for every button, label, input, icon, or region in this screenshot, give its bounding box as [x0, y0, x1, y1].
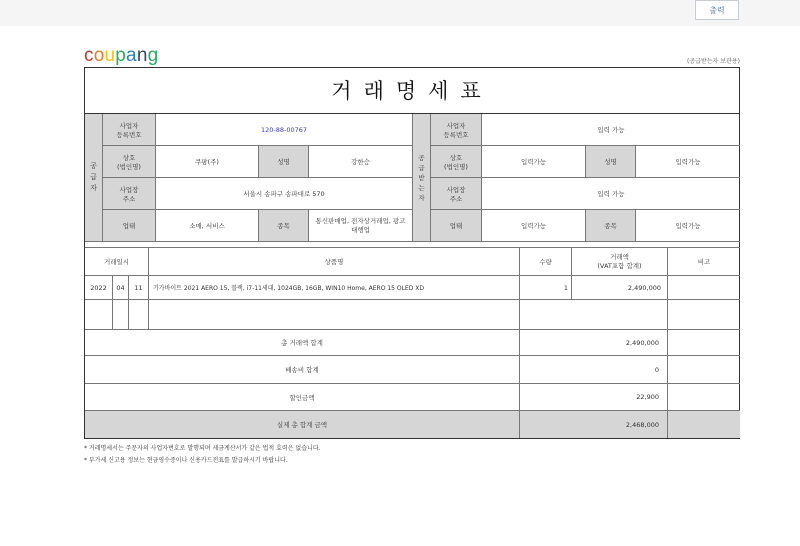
item-year: 2022: [85, 276, 113, 300]
supplier-address: 서울시 송파구 송파대로 570: [156, 178, 413, 210]
discount-note: [668, 384, 740, 411]
items-header-product: 상품명: [149, 248, 520, 276]
empty-product: [149, 300, 520, 330]
receiver-type-label: 업태: [431, 210, 482, 242]
document-title: 거래명세표: [85, 68, 739, 114]
item-qty: 1: [520, 276, 572, 300]
coupang-logo: coupang: [84, 45, 159, 66]
supplier-section-label: 공 급 자: [85, 114, 103, 242]
footnote-2: * 부가세 신고용 정보는 현금영수증이나 신용카드전표를 발급하시기 바랍니다.: [84, 457, 288, 464]
items-header-date: 거래일시: [85, 248, 149, 276]
footnote-1: * 거래명세서는 주문자의 사업자번호로 발행되며 세금계산서가 같은 법적 효력은 없습니다.: [84, 445, 321, 452]
supplier-name: 쿠팡(주): [156, 146, 259, 178]
item-day: 11: [129, 276, 149, 300]
discount-value: 22,900: [520, 384, 668, 411]
receiver-name: 입력가능: [482, 146, 586, 178]
item-month: 04: [113, 276, 129, 300]
supplier-rep: 강한승: [309, 146, 413, 178]
receiver-reg-no-label: 사업자 등록번호: [431, 114, 482, 146]
items-header-qty: 수량: [520, 248, 572, 276]
print-button[interactable]: 출력: [695, 0, 739, 20]
total-label: 총 거래액 합계: [85, 330, 520, 356]
receiver-address-label: 사업장 주소: [431, 178, 482, 210]
supplier-reg-no-label: 사업자 등록번호: [103, 114, 156, 146]
supplier-type: 소매, 서비스: [156, 210, 259, 242]
receiver-section-label: 공 급 받 는 자: [413, 114, 431, 242]
empty-amount: [520, 300, 668, 330]
supplier-type-label: 업태: [103, 210, 156, 242]
receiver-item-label: 종목: [586, 210, 636, 242]
receiver-address: 입력 가능: [482, 178, 740, 210]
empty-month: [113, 300, 129, 330]
receiver-name-label: 상호 (법인명): [431, 146, 482, 178]
supplier-name-label: 상호 (법인명): [103, 146, 156, 178]
copy-label: (공급받는자 보관용): [687, 58, 740, 65]
items-header-note: 비고: [668, 248, 740, 276]
receiver-type: 입력가능: [482, 210, 586, 242]
top-toolbar: [0, 0, 800, 26]
supplier-item: 통신판매업, 전자상거래업, 광고대행업: [309, 210, 413, 242]
supplier-rep-label: 성명: [259, 146, 309, 178]
supplier-item-label: 종목: [259, 210, 309, 242]
shipping-label: 배송비 합계: [85, 356, 520, 384]
supplier-reg-no: 120-88-00767: [156, 114, 413, 146]
empty-note: [668, 300, 740, 330]
statement-document: [84, 67, 740, 439]
divider-line: [85, 247, 740, 248]
final-total-label: 실제 총 합계 금액: [85, 411, 520, 438]
supplier-address-label: 사업장 주소: [103, 178, 156, 210]
shipping-value: 0: [520, 356, 668, 384]
final-total-note: [668, 411, 740, 438]
total-value: 2,490,000: [520, 330, 668, 356]
receiver-item: 입력가능: [636, 210, 740, 242]
discount-label: 할인금액: [85, 384, 520, 411]
item-note: [668, 276, 740, 300]
receiver-reg-no: 입력 가능: [482, 114, 740, 146]
total-note: [668, 330, 740, 356]
empty-year: [85, 300, 113, 330]
empty-day: [129, 300, 149, 330]
item-product: 기가바이트 2021 AERO 15, 블랙, i7-11세대, 1024GB, 16GB, WIN10 Home, AERO 15 OLED XD: [149, 276, 520, 300]
item-amount: 2,490,000: [572, 276, 668, 300]
final-total-value: 2,468,000: [520, 411, 668, 438]
shipping-note: [668, 356, 740, 384]
receiver-rep-label: 성명: [586, 146, 636, 178]
items-header-amount: 거래액 (VAT포함 합계): [572, 248, 668, 276]
receiver-rep: 입력가능: [636, 146, 740, 178]
